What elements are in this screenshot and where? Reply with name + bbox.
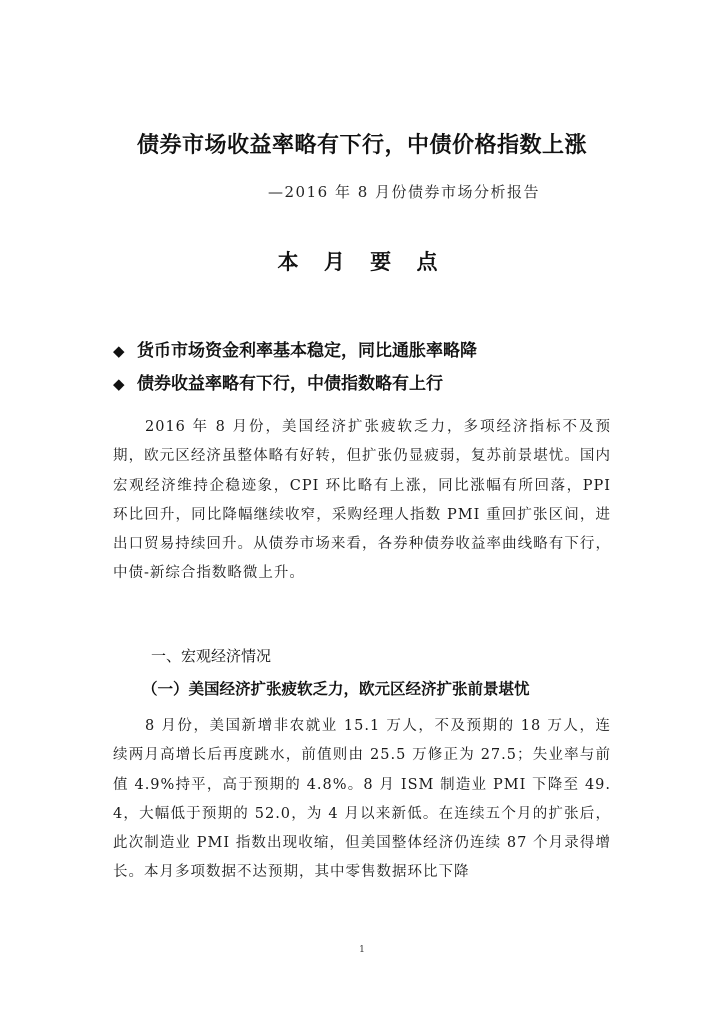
report-subtitle: —2016 年 8 月份债券市场分析报告 (268, 183, 541, 201)
subheading-us-eurozone: （一）美国经济扩张疲软乏力，欧元区经济扩张前景堪忧 (142, 680, 530, 698)
section-heading-key-points: 本 月 要 点 (277, 250, 447, 274)
diamond-bullet-icon: ◆ (113, 375, 125, 393)
key-point-item (113, 339, 477, 363)
key-point-item (113, 372, 443, 396)
key-point-text: 债券收益率略有下行，中债指数略有上行 (137, 374, 443, 394)
page-number: 1 (359, 945, 365, 955)
summary-paragraph: 2016 年 8 月份，美国经济扩张疲软乏力，多项经济指标不及预期，欧元区经济虽整体略有好转，但扩张仍显疲弱，复苏前景堪忧。国内宏观经济维持企稳迹象，CPI 环比略有上涨，同比涨幅有所回落，PPI 环比回升，同比降幅继续收窄，采购经理人指数 PMI 重回扩张区间，进出口贸易持续回升。从债券市场来看，各券种债券收益率曲线略有下行，中债-新综合指数略微上升。 (113, 419, 611, 582)
us-economy-paragraph: 8 月份，美国新增非农就业 15.1 万人，不及预期的 18 万人，连续两月高增长后再度跳水，前值则由 25.5 万修正为 27.5；失业率与前值 4.9%持平，高于预期的 4.8%。8 月 ISM 制造业 PMI 下降至 49.4，大幅低于预期的 52.0，为 4 月以来新低。在连续五个月的扩张后，此次制造业 PMI 指数出现收缩，但美国整体经济仍连续 87 个月录得增长。本月多项数据不达预期，其中零售数据环比下降 (113, 718, 611, 881)
report-title: 债券市场收益率略有下行，中债价格指数上涨 (136, 133, 587, 158)
heading-macro-economy: 一、宏观经济情况 (151, 647, 272, 665)
key-point-text: 货币市场资金利率基本稳定，同比通胀率略降 (137, 341, 477, 361)
diamond-bullet-icon: ◆ (113, 342, 125, 360)
